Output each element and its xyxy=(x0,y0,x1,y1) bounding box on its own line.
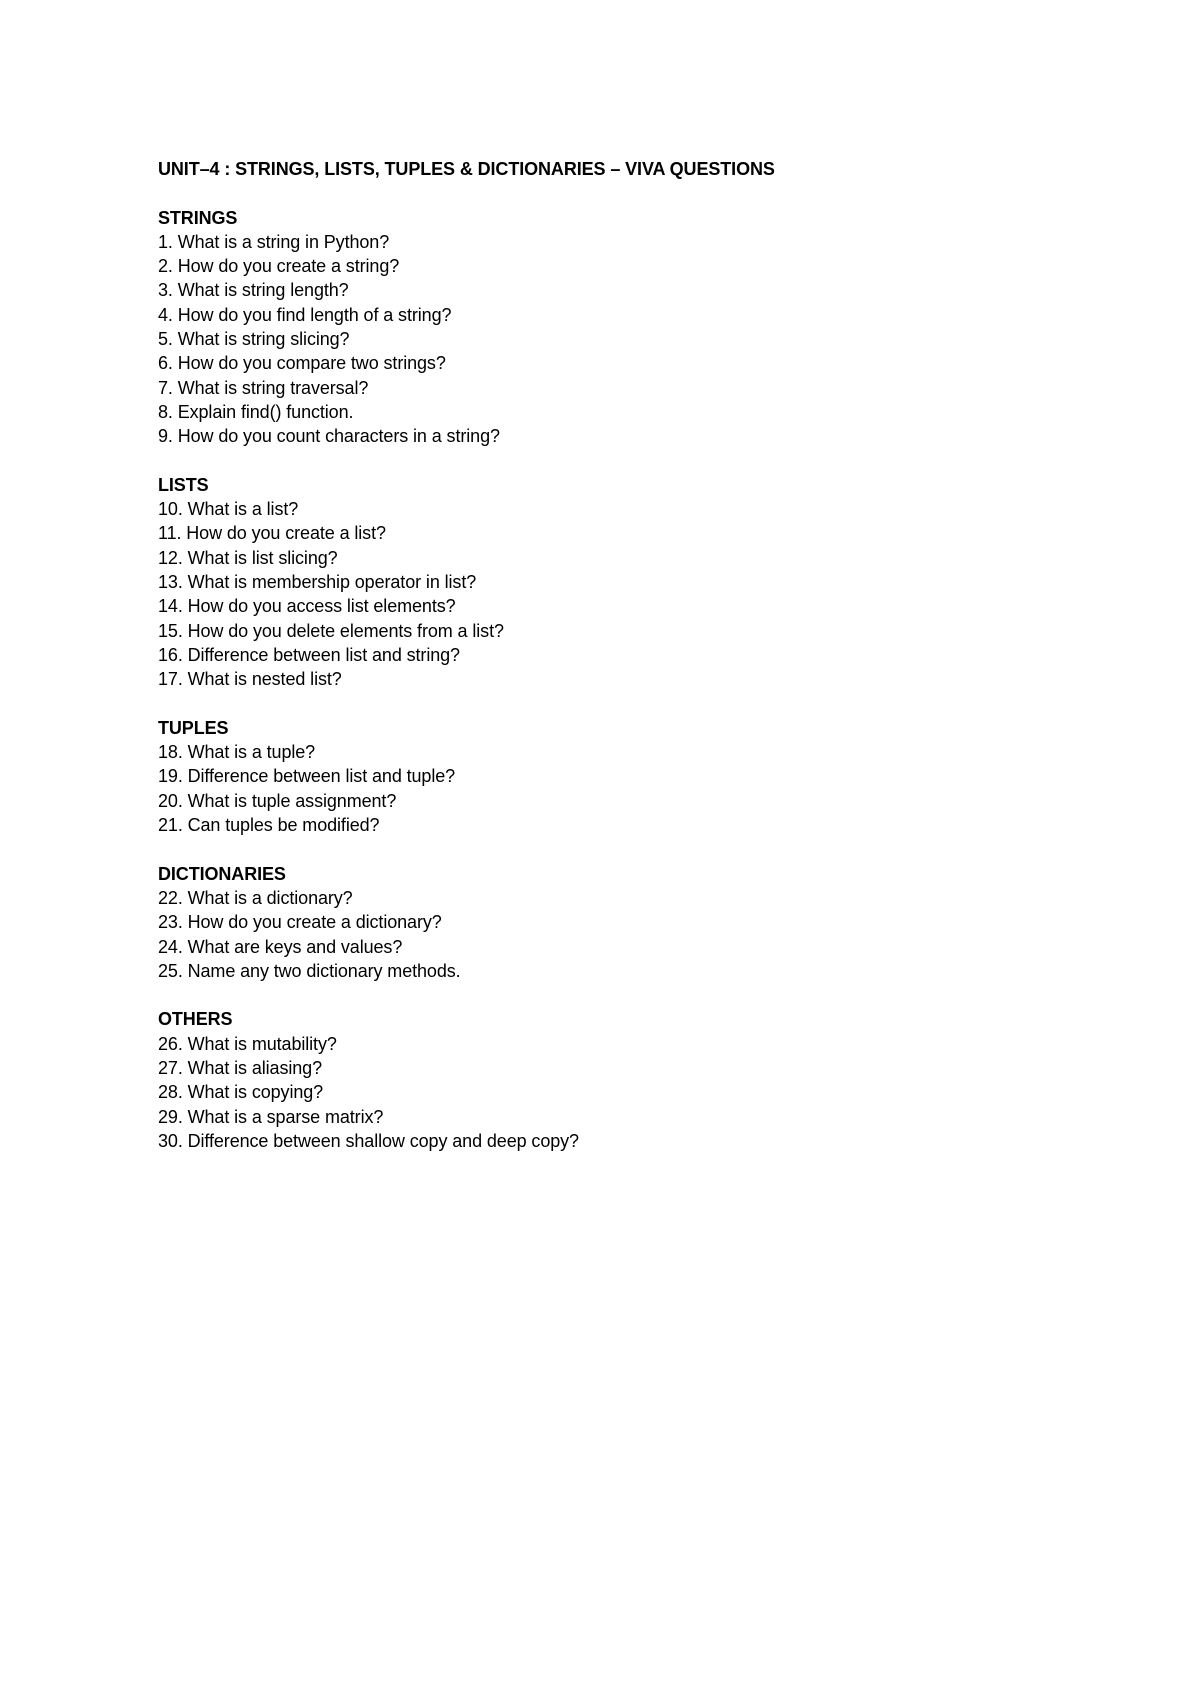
spacer xyxy=(158,181,1118,205)
spacer xyxy=(158,837,1118,861)
section-heading: DICTIONARIES xyxy=(158,863,286,884)
question-item: 25. Name any two dictionary methods. xyxy=(158,960,461,981)
question-item: 27. What is aliasing? xyxy=(158,1057,322,1078)
document-page xyxy=(158,157,1118,1153)
question-item: 17. What is nested list? xyxy=(158,669,342,690)
spacer xyxy=(158,983,1118,1007)
section-heading: OTHERS xyxy=(158,1009,233,1030)
section-tuples xyxy=(158,716,1118,837)
question-item: 24. What are keys and values? xyxy=(158,936,403,957)
question-item: 7. What is string traversal? xyxy=(158,377,369,398)
question-item: 5. What is string slicing? xyxy=(158,329,350,350)
question-item: 14. How do you access list elements? xyxy=(158,596,456,617)
section-strings xyxy=(158,206,1118,449)
question-item: 3. What is string length? xyxy=(158,280,349,301)
question-item: 8. Explain find() function. xyxy=(158,401,354,422)
question-item: 2. How do you create a string? xyxy=(158,256,400,277)
spacer xyxy=(158,692,1118,716)
section-heading: STRINGS xyxy=(158,207,238,228)
question-item: 15. How do you delete elements from a list? xyxy=(158,620,504,641)
question-item: 21. Can tuples be modified? xyxy=(158,815,380,836)
question-item: 9. How do you count characters in a string? xyxy=(158,426,500,447)
document-title: UNIT–4 : STRINGS, LISTS, TUPLES & DICTIONARIES – VIVA QUESTIONS xyxy=(158,159,775,179)
question-item: 19. Difference between list and tuple? xyxy=(158,766,456,787)
question-item: 11. How do you create a list? xyxy=(158,523,386,544)
question-item: 22. What is a dictionary? xyxy=(158,887,353,908)
question-item: 1. What is a string in Python? xyxy=(158,231,390,252)
question-item: 26. What is mutability? xyxy=(158,1033,337,1054)
question-item: 6. How do you compare two strings? xyxy=(158,353,446,374)
section-dictionaries xyxy=(158,862,1118,983)
spacer xyxy=(158,449,1118,473)
section-heading: LISTS xyxy=(158,474,209,495)
question-item: 23. How do you create a dictionary? xyxy=(158,912,442,933)
question-item: 29. What is a sparse matrix? xyxy=(158,1106,384,1127)
question-item: 28. What is copying? xyxy=(158,1082,324,1103)
question-item: 13. What is membership operator in list? xyxy=(158,572,477,593)
question-item: 4. How do you find length of a string? xyxy=(158,304,452,325)
question-item: 12. What is list slicing? xyxy=(158,547,338,568)
section-others xyxy=(158,1007,1118,1153)
question-item: 16. Difference between list and string? xyxy=(158,644,460,665)
question-item: 10. What is a list? xyxy=(158,499,299,520)
question-item: 20. What is tuple assignment? xyxy=(158,790,397,811)
question-item: 30. Difference between shallow copy and deep copy? xyxy=(158,1130,579,1151)
section-lists xyxy=(158,473,1118,692)
question-item: 18. What is a tuple? xyxy=(158,742,316,763)
section-heading: TUPLES xyxy=(158,717,229,738)
